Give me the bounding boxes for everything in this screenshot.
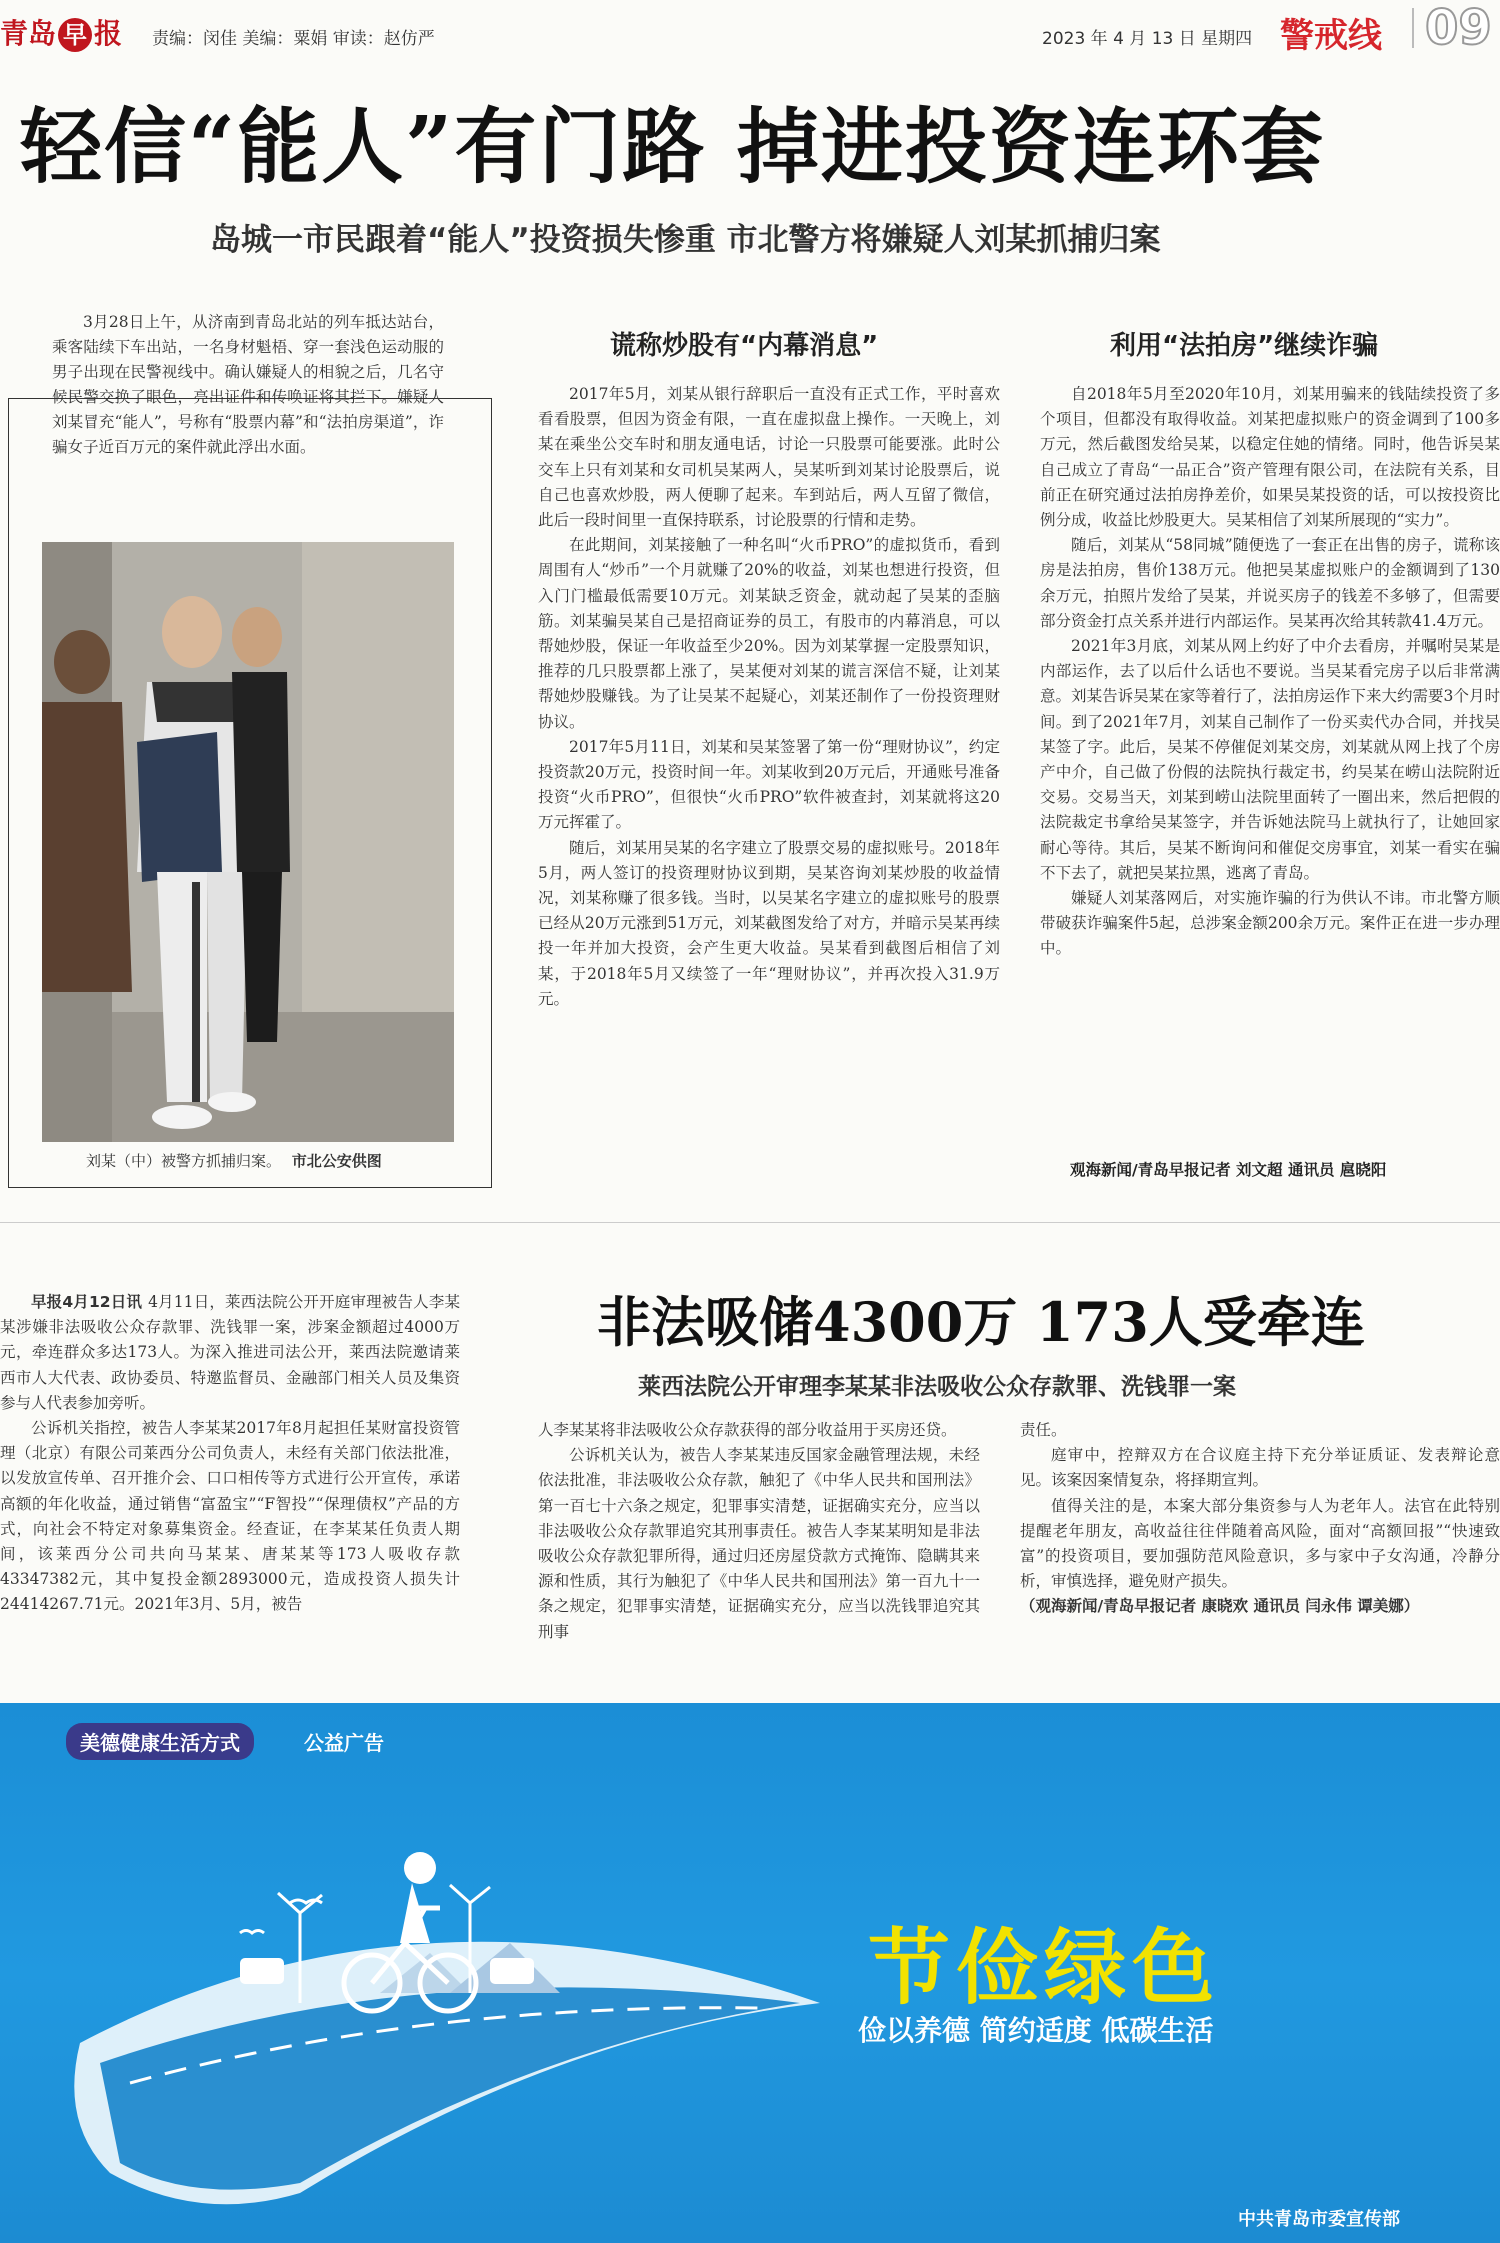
ad-slogan: 俭以养德 简约适度 低碳生活 xyxy=(858,2014,1214,2047)
story1-col3-body xyxy=(1040,382,1500,962)
ad-sponsor: 中共青岛市委宣传部 xyxy=(1238,2209,1400,2230)
newspaper-logo: 青岛 早 报 xyxy=(0,17,123,50)
section-name: 警戒线 xyxy=(1280,16,1382,56)
story1-col2-body xyxy=(538,382,1000,1012)
paragraph: 随后，刘某从“58同城”随便选了一套正在出售的房子，谎称该房是法拍房，售价138万元。他把吴某虚拟账户的金额调到了130余万元，拍照片发给了吴某，并说买房子的钱差不多够了，但需要部分资金打点关系并进行内部运作。吴某再次给其转款41.4万元。 xyxy=(1040,536,1500,630)
story1-subhead: 岛城一市民跟着“能人”投资损失惨重 市北警方将嫌疑人刘某抓捕归案 xyxy=(210,222,1161,258)
paragraph: 公诉机关指控，被告人李某某2017年8月起担任某财富投资管理（北京）有限公司莱西分公司负责人，未经有关部门依法批准，以发放宣传单、召开推介会、口口相传等方式进行公开宣传，承诺高额的年化收益，通过销售“富盈宝”“F智投”“保理债权”产品的方式，向社会不特定对象募集资金。经查证，在李某某任负责人期间，该莱西分公司共向马某某、唐某某等173人吸收存款43347382元，其中复投金额2893000元，造成投资人损失计24414267.71元。2021年3月、5月，被告 xyxy=(0,1419,460,1614)
paragraph: 2017年5月，刘某从银行辞职后一直没有正式工作，平时喜欢看看股票，但因为资金有限，一直在虚拟盘上操作。一天晚上，刘某在乘坐公交车时和朋友通电话，讨论一只股票可能要涨。此时公交车上只有刘某和女司机吴某两人，吴某听到刘某讨论股票后，说自己也喜欢炒股，两人便聊了起来。车到站后，两人互留了微信，此后一段时间里一直保持联系，讨论股票的行情和走势。 xyxy=(538,385,1000,530)
ad-title: 节俭绿色 xyxy=(868,1921,1221,2016)
story2-col3-body xyxy=(1020,1418,1500,1620)
paragraph: 庭审中，控辩双方在合议庭主持下充分举证质证、发表辩论意见。该案因案情复杂，将择期宣判。 xyxy=(1020,1446,1500,1490)
paragraph: 嫌疑人刘某落网后，对实施诈骗的行为供认不讳。市北警方顺带破获诈骗案件5起，总涉案金额200余万元。案件正在进一步办理中。 xyxy=(1040,889,1500,958)
story1-headline: 轻信“能人”有门路 掉进投资连环套 xyxy=(20,99,1325,195)
ad-tag-secondary: 公益广告 xyxy=(304,1731,384,1755)
paragraph: 公诉机关认为，被告人李某某违反国家金融管理法规，未经依法批准，非法吸收公众存款，触犯了《中华人民共和国刑法》第一百七十六条之规定，犯罪事实清楚，证据确实充分，应当以非法吸收公众存款罪追究其刑事责任。被告人李某某明知是非法吸收公众存款犯罪所得，通过归还房屋贷款方式掩饰、隐瞒其来源和性质，其行为触犯了《中华人民共和国刑法》第一百九十一条之规定，犯罪事实清楚，证据确实充分，应当以洗钱罪追究其刑事 xyxy=(538,1446,980,1641)
story1-col2-heading: 谎称炒股有“内幕消息” xyxy=(610,331,879,361)
section-divider xyxy=(0,1222,1500,1223)
ad-tag: 美德健康生活方式 xyxy=(66,1723,254,1760)
paragraph: 2021年3月底，刘某从网上约好了中介去看房，并嘱咐吴某是内部运作，去了以后什么话也不要说。当吴某看完房子以后非常满意。刘某告诉吴某在家等着行了，法拍房运作下来大约需要3个月时间。到了2021年7月，刘某自己制作了一份买卖代办合同，并找吴某签了字。此后，吴某不停催促刘某交房，刘某就从网上找了个房产中介，自己做了份假的法院执行裁定书，约吴某在崂山法院附近交易。交易当天，刘某到崂山法院里面转了一圈出来，然后把假的法院裁定书拿给吴某签字，并告诉她法院马上就执行了，让她回家耐心等待。其后，吴某不断询问和催促交房事宜，刘某一看实在骗不下去了，就把吴某拉黑，逃离了青岛。 xyxy=(1040,637,1500,882)
paragraph: 值得关注的是，本案大部分集资参与人为老年人。法官在此特别提醒老年朋友，高收益往往伴随着高风险，面对“高额回报”“快速致富”的投资项目，要加强防范风险意识，多与家中子女沟通，冷静分析，审慎选择，避免财产损失。 xyxy=(1020,1496,1500,1591)
page-number: 09 xyxy=(1425,0,1492,56)
story2-headline: 非法吸储4300万 173人受牵连 xyxy=(597,1290,1365,1354)
paragraph: 在此期间，刘某接触了一种名叫“火币PRO”的虚拟货币，看到周围有人“炒币”一个月就赚了20%的收益，刘某也想进行投资，但入门门槛最低需要10万元。刘某缺乏资金，就动起了吴某的歪脑筋。刘某骗吴某自己是招商证券的员工，有股市的内幕消息，可以帮她炒股，保证一年收益至少20%。因为刘某掌握一定股票知识，推荐的几只股票都上涨了，吴某便对刘某的谎言深信不疑，让刘某帮她炒股赚钱。为了让吴某不起疑心，刘某还制作了一份投资理财协议。 xyxy=(538,536,1000,731)
public-service-ad xyxy=(0,1703,1500,2243)
story2-col2-body xyxy=(538,1418,980,1645)
arrest-photo-graphic xyxy=(42,542,454,1142)
photo-caption-text: 刘某（中）被警方抓捕归案。 xyxy=(86,1152,282,1170)
story2-byline: （观海新闻/青岛早报记者 康晓欢 通讯员 闫永伟 谭美娜） xyxy=(1020,1597,1420,1616)
paragraph: 随后，刘某用吴某的名字建立了股票交易的虚拟账号。2018年5月，两人签订的投资理财协议到期，吴某咨询刘某炒股的收益情况，刘某称赚了很多钱。当时，以吴某名字建立的虚拟账号的股票已经从20万元涨到51万元，刘某截图发给了对方，并暗示吴某再续投一年并加大投资，会产生更大收益。吴某看到截图后相信了刘某，于2018年5月又续签了一年“理财协议”，并再次投入31.9万元。 xyxy=(538,838,1000,1008)
paragraph: 2017年5月11日，刘某和吴某签署了第一份“理财协议”，约定投资款20万元，投资时间一年。刘某收到20万元后，开通账号准备投资“火币PRO”，但很快“火币PRO”软件被查封，刘某就将这20万元挥霍了。 xyxy=(538,737,1000,832)
staff-credits: 责编：闵佳 美编：粟娟 审读：赵仿严 xyxy=(152,29,435,49)
story1-byline: 观海新闻/青岛早报记者 刘文超 通讯员 扈晓阳 xyxy=(1070,1161,1387,1179)
ad-leaf-cyclist-illustration xyxy=(0,1703,1500,2243)
story1-lead xyxy=(52,310,444,460)
photo-caption xyxy=(86,1150,382,1171)
story1-col3-heading: 利用“法拍房”继续诈骗 xyxy=(1110,331,1379,361)
story1-lead-text: 3月28日上午，从济南到青岛北站的列车抵达站台，乘客陆续下车出站，一名身材魁梧、穿一套浅色运动服的男子出现在民警视线中。确认嫌疑人的相貌之后，几名守候民警交换了眼色，亮出证件和传唤证将其拦下。嫌疑人刘某冒充“能人”，号称有“股票内幕”和“法拍房渠道”，诈骗女子近百万元的案件就此浮出水面。 xyxy=(52,313,444,456)
issue-date: 2023 年 4 月 13 日 星期四 xyxy=(1042,29,1253,49)
arrest-photo xyxy=(42,542,454,1142)
masthead-divider xyxy=(1412,8,1414,48)
story2-subhead: 莱西法院公开审理李某某非法吸收公众存款罪、洗钱罪一案 xyxy=(638,1374,1236,1400)
photo-credit: 市北公安供图 xyxy=(291,1152,382,1170)
paragraph: 人李某某将非法吸收公众存款获得的部分收益用于买房还贷。 xyxy=(538,1421,957,1439)
story2-col1-body xyxy=(0,1290,460,1618)
paragraph: 责任。 xyxy=(1020,1421,1067,1439)
story2-dateline: 早报4月12日讯 xyxy=(31,1293,143,1311)
paragraph xyxy=(0,1290,460,1416)
paragraph: 自2018年5月至2020年10月，刘某用骗来的钱陆续投资了多个项目，但都没有取得收益。刘某把虚拟账户的资金调到了100多万元，然后截图发给吴某，以稳定住她的情绪。同时，他告诉吴某自己成立了青岛“一品正合”资产管理有限公司，在法院有关系，目前正在研究通过法拍房挣差价，如果吴某投资的话，可以按投资比例分成，收益比炒股更大。吴某相信了刘某所展现的“实力”。 xyxy=(1040,385,1500,530)
masthead xyxy=(0,0,1500,56)
paragraph-text: 4月11日，莱西法院公开开庭审理被告人李某某涉嫌非法吸收公众存款罪、洗钱罪一案，涉案金额超过4000万元，牵连群众多达173人。为深入推进司法公开，莱西法院邀请莱西市人大代表、政协委员、特邀监督员、金融部门相关人员及集资参与人代表参加旁听。 xyxy=(0,1293,461,1412)
